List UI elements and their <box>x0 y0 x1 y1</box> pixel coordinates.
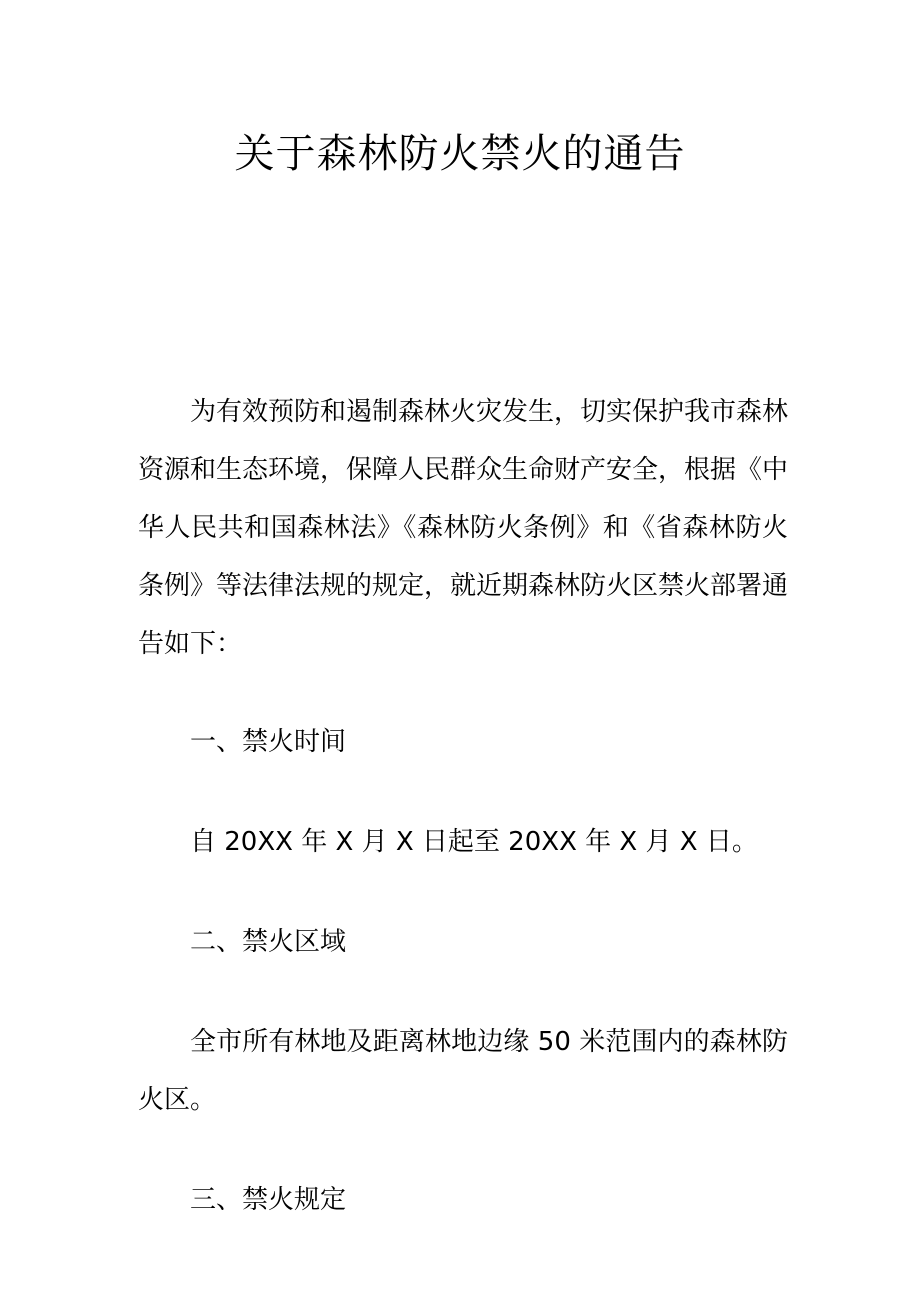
document-body <box>138 383 788 1229</box>
section-content-time: 自 20XX 年 X 月 X 日起至 20XX 年 X 月 X 日。 <box>190 827 758 857</box>
intro-paragraph: 为有效预防和遏制森林火灾发生，切实保护我市森林资源和生态环境，保障人民群众生命财产安全，根据《中华人民共和国森林法》《森林防火条例》和《省森林防火条例》等法律法规的规定，就近期森林防火区禁火部署通告如下： <box>138 397 789 659</box>
spacer <box>138 871 788 913</box>
section-heading-rules: 三、禁火规定 <box>190 1185 347 1215</box>
spacer <box>138 771 788 813</box>
section-content-area: 全市所有林地及距离林地边缘 50 米范围内的森林防火区。 <box>138 1027 788 1115</box>
spacer <box>138 971 788 1013</box>
document-title: 关于森林防火禁火的通告 <box>234 131 686 177</box>
spacer <box>138 1129 788 1171</box>
spacer <box>138 673 788 713</box>
section-heading-area: 二、禁火区域 <box>190 927 347 957</box>
section-heading-time: 一、禁火时间 <box>190 727 347 757</box>
